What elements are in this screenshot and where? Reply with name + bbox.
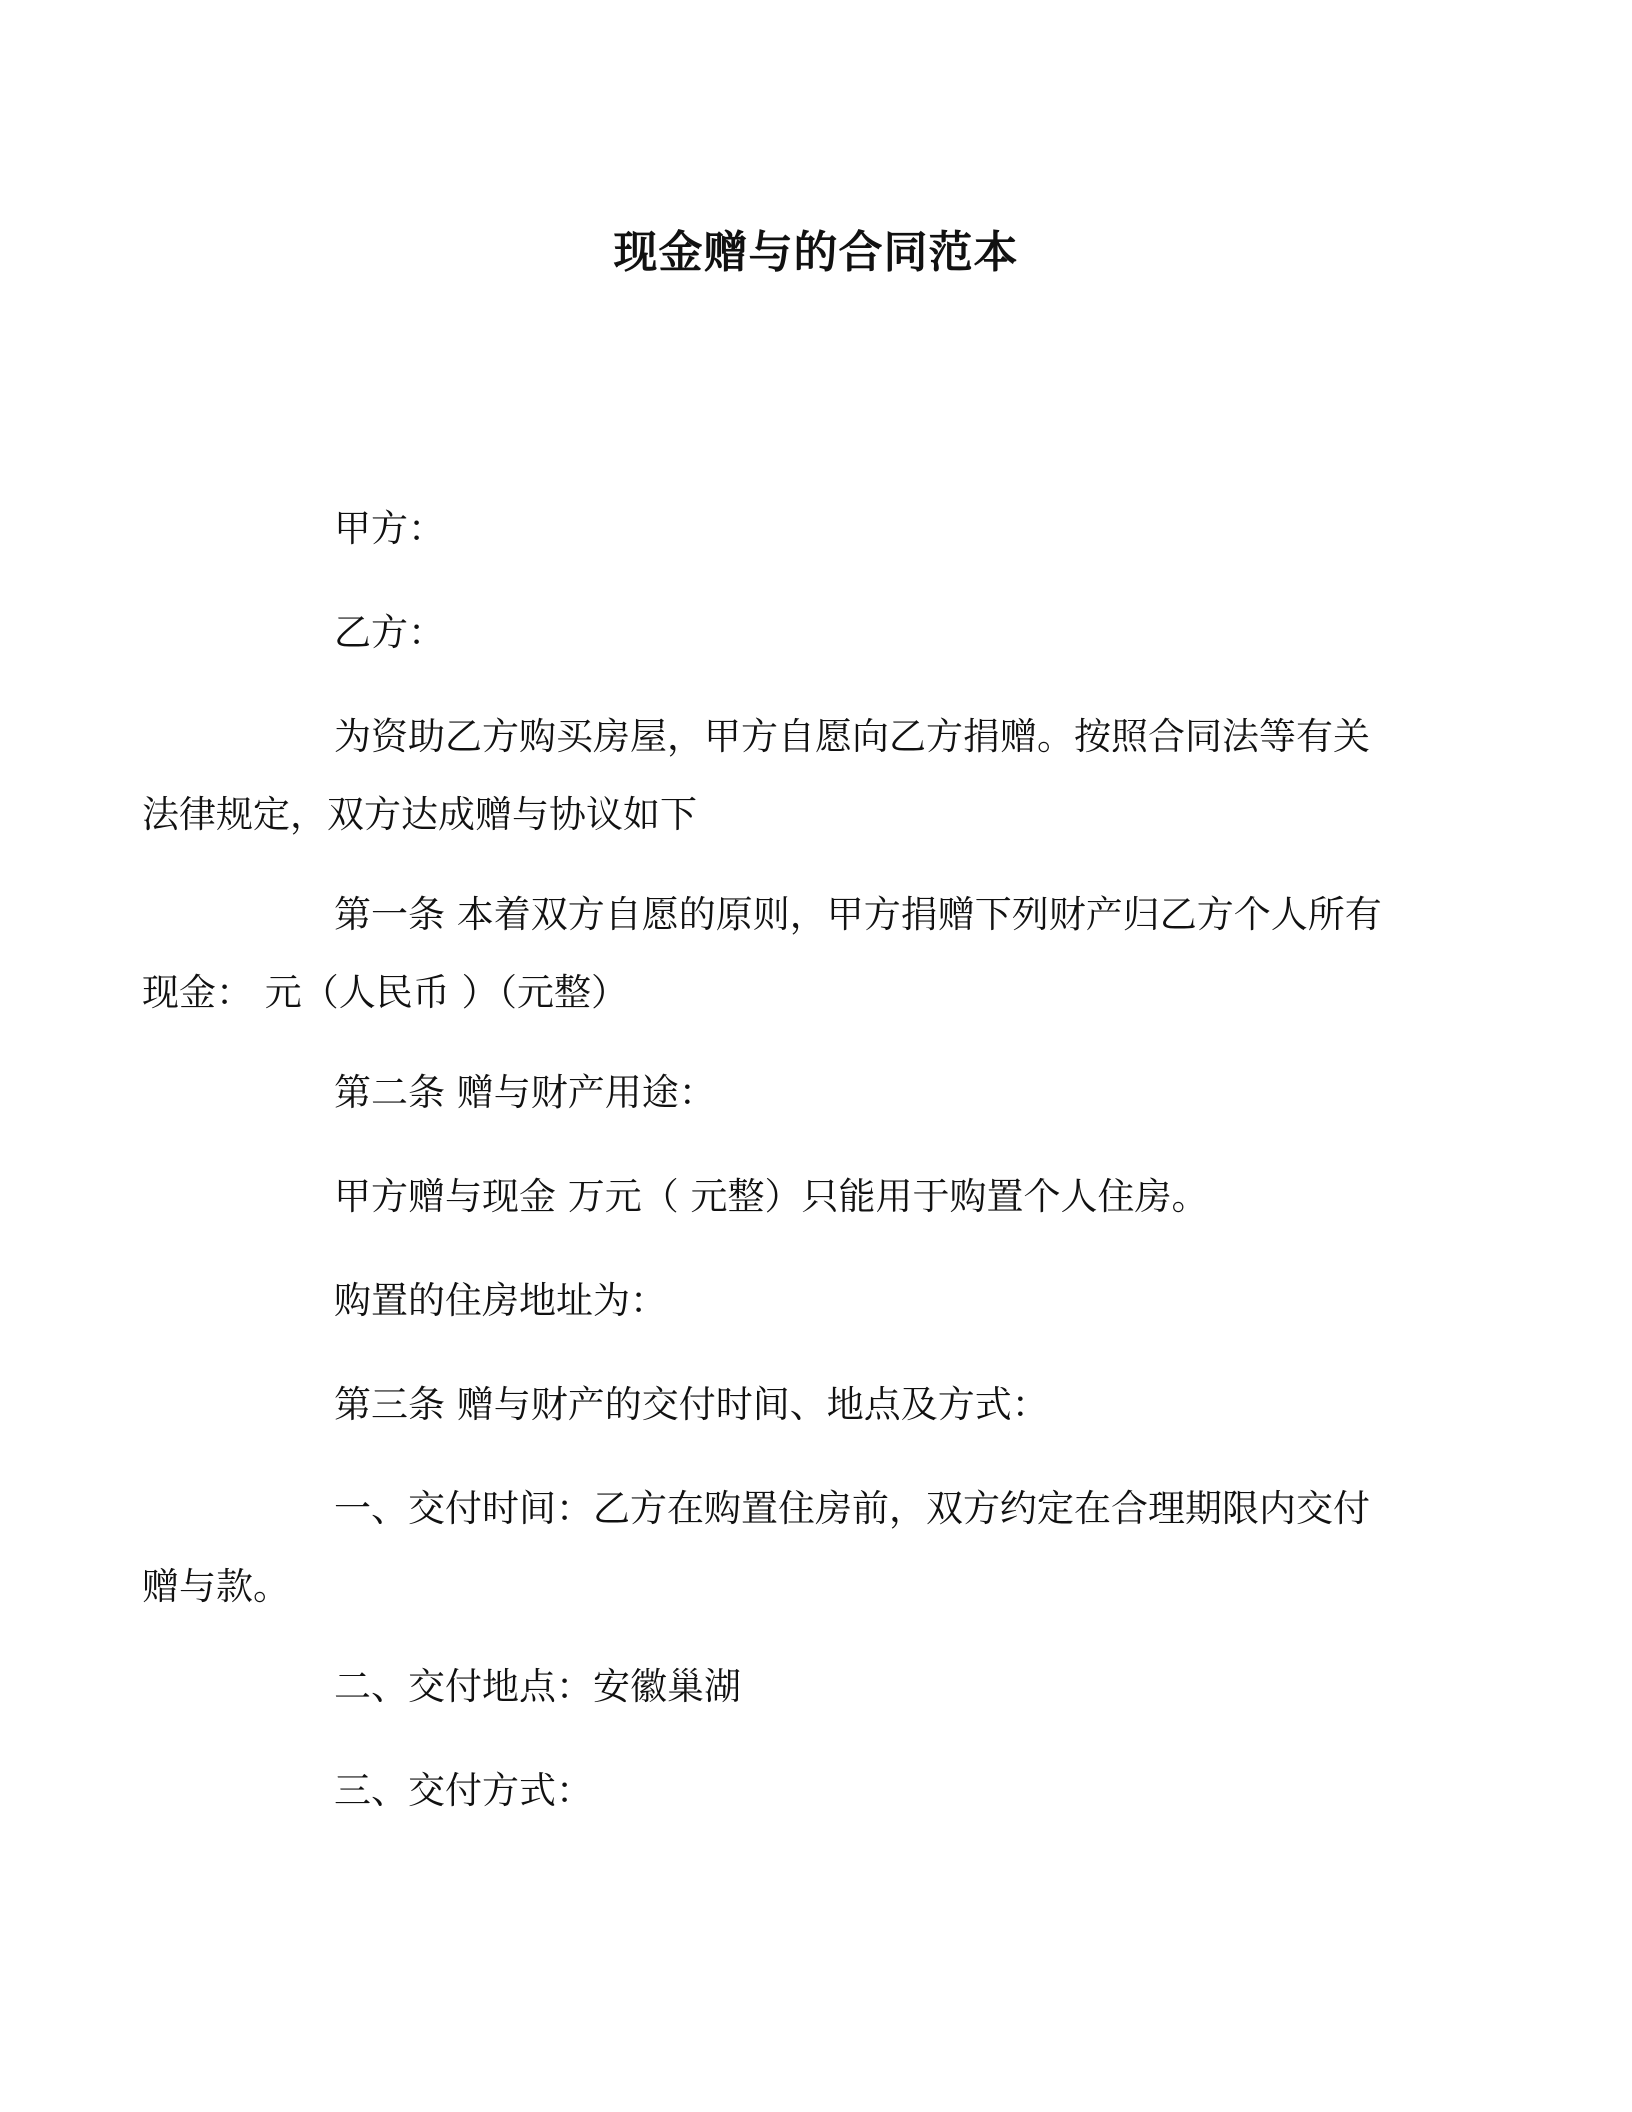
article-3-heading: 第三条 赠与财产的交付时间、地点及方式：	[334, 1383, 1049, 1426]
delivery-time-paragraph	[142, 1470, 1378, 1626]
delivery-time-line-1: 一、交付时间：乙方在购置住房前，双方约定在合理期限内交付	[334, 1487, 1370, 1530]
intro-paragraph	[142, 698, 1378, 854]
article-2-detail: 甲方赠与现金 万元（ 元整）只能用于购置个人住房。	[334, 1175, 1209, 1218]
delivery-time-line-2: 赠与款。	[142, 1565, 290, 1608]
article-1-line-2: 现金： 元（人民币 ）（元整）	[142, 971, 629, 1014]
article-2-heading: 第二条 赠与财产用途：	[334, 1071, 716, 1114]
intro-line-1: 为资助乙方购买房屋，甲方自愿向乙方捐赠。按照合同法等有关	[334, 715, 1370, 758]
party-a-label: 甲方：	[334, 507, 445, 550]
article-1-paragraph	[142, 876, 1382, 1032]
party-b-label: 乙方：	[334, 611, 445, 654]
document-title: 现金赠与的合同范本	[613, 227, 1019, 278]
article-1-line-1: 第一条 本着双方自愿的原则，甲方捐赠下列财产归乙方个人所有	[334, 893, 1382, 936]
delivery-method-line: 三、交付方式：	[334, 1769, 593, 1812]
delivery-place-line: 二、交付地点：安徽巢湖	[334, 1665, 741, 1708]
intro-line-2: 法律规定，双方达成赠与协议如下	[142, 793, 697, 836]
address-line: 购置的住房地址为：	[334, 1279, 667, 1322]
